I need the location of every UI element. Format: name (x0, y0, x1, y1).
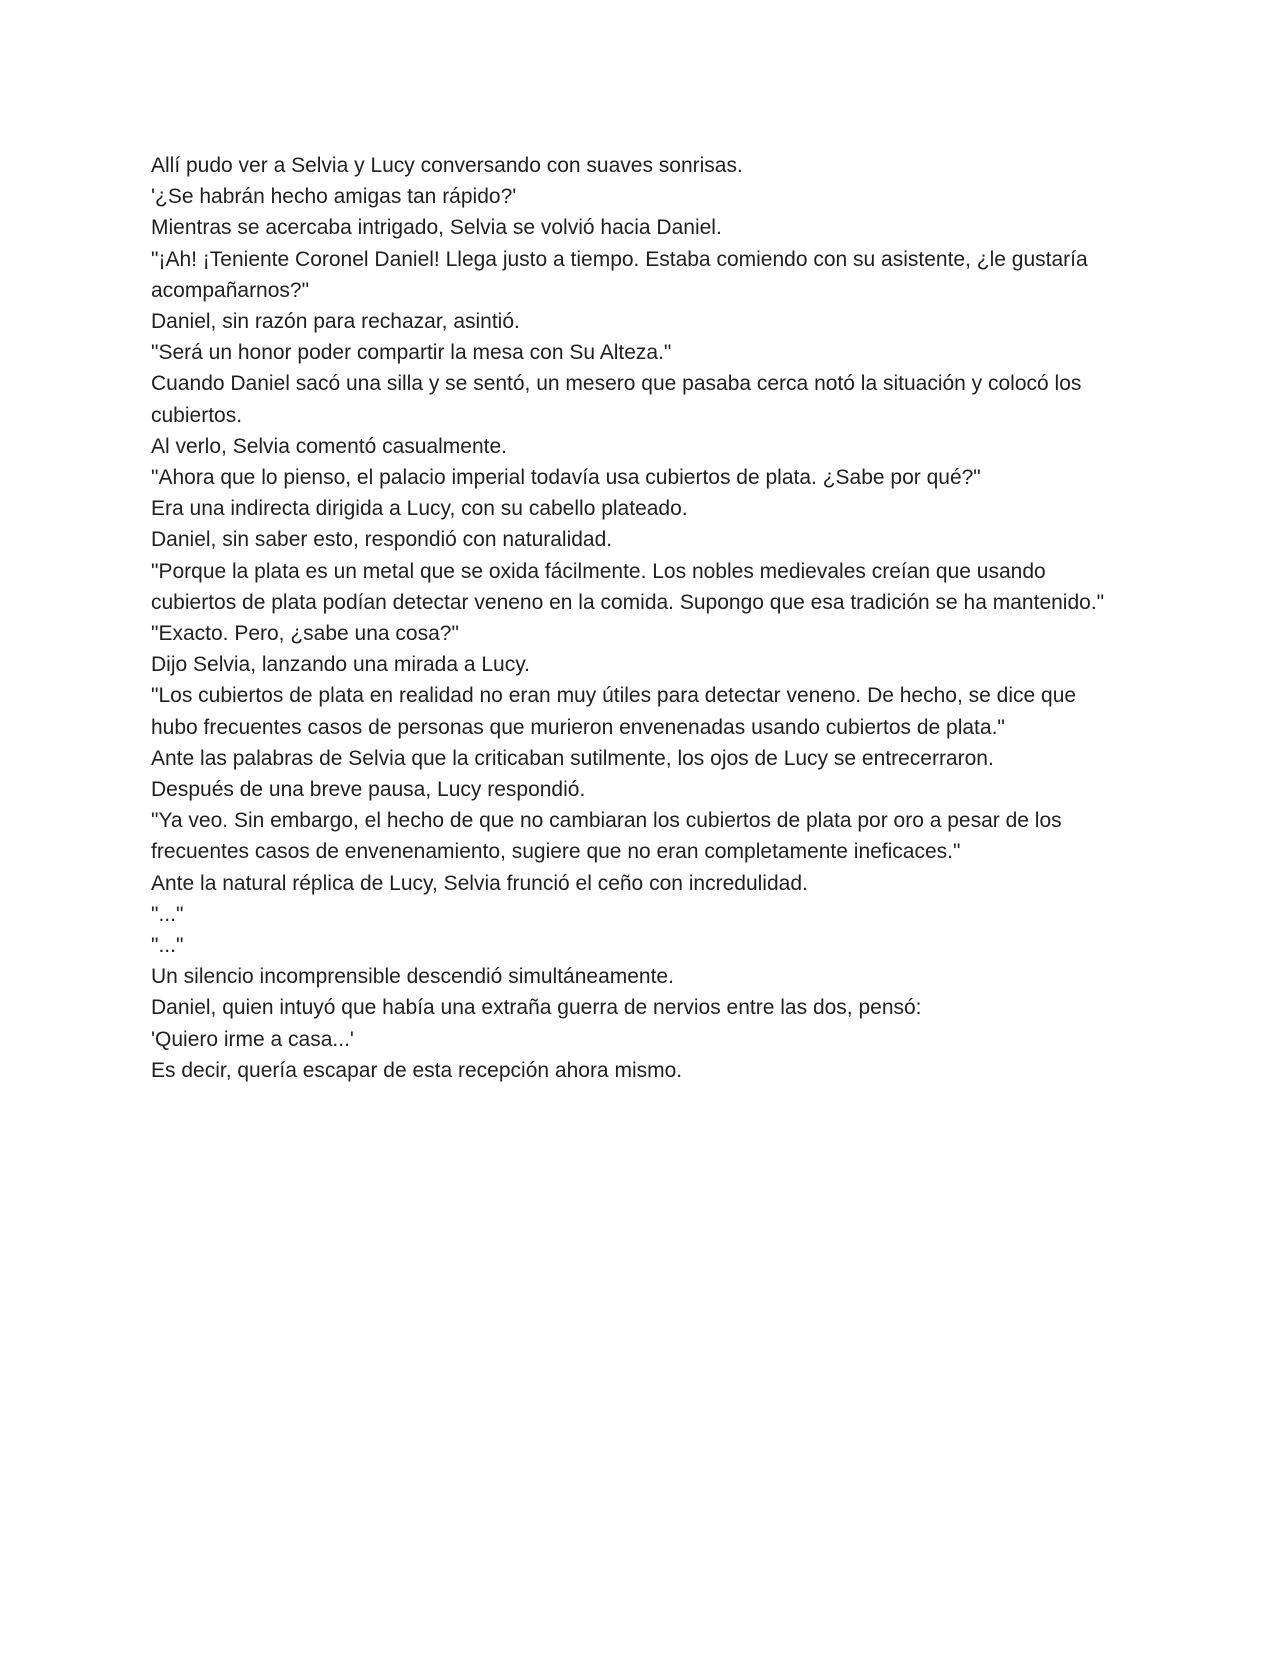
paragraph: Daniel, quien intuyó que había una extraña guerra de nervios entre las dos, pensó: (151, 996, 922, 1020)
paragraph: "Ahora que lo pienso, el palacio imperial todavía usa cubiertos de plata. ¿Sabe por qué?" (151, 466, 981, 490)
paragraph: Cuando Daniel sacó una silla y se sentó, un mesero que pasaba cerca notó la situación y colocó los cubiertos. (151, 372, 1082, 427)
paragraph: Daniel, sin saber esto, respondió con naturalidad. (151, 528, 613, 552)
paragraph: 'Quiero irme a casa...' (151, 1027, 354, 1051)
paragraph: Mientras se acercaba intrigado, Selvia se volvió hacia Daniel. (151, 216, 722, 240)
document-body (151, 150, 1126, 1086)
paragraph: Ante la natural réplica de Lucy, Selvia frunció el ceño con incredulidad. (151, 871, 808, 895)
paragraph: Allí pudo ver a Selvia y Lucy conversando con suaves sonrisas. (151, 154, 743, 177)
paragraph: Después de una breve pausa, Lucy respondió. (151, 778, 586, 802)
paragraph: Era una indirecta dirigida a Lucy, con su cabello plateado. (151, 497, 688, 521)
paragraph: Ante las palabras de Selvia que la criticaban sutilmente, los ojos de Lucy se entrecerraron. (151, 746, 994, 770)
paragraph: "Los cubiertos de plata en realidad no eran muy útiles para detectar veneno. De hecho, se dice que hubo frecuentes casos de personas que murieron envenenadas usando cubiertos de plata." (151, 684, 1077, 739)
paragraph: Dijo Selvia, lanzando una mirada a Lucy. (151, 653, 530, 677)
paragraph: Es decir, quería escapar de esta recepción ahora mismo. (151, 1058, 683, 1082)
paragraph: "Porque la plata es un metal que se oxida fácilmente. Los nobles medievales creían que usando cubiertos de plata podían detectar veneno en la comida. Supongo que esa tradición se ha mantenido." (151, 559, 1105, 614)
paragraph: "Será un honor poder compartir la mesa con Su Alteza." (151, 341, 672, 365)
paragraph: Un silencio incomprensible descendió simultáneamente. (151, 965, 674, 989)
paragraph: "..." (151, 902, 184, 926)
paragraph: '¿Se habrán hecho amigas tan rápido?' (151, 185, 517, 209)
paragraph: "¡Ah! ¡Teniente Coronel Daniel! Llega justo a tiempo. Estaba comiendo con su asistente, ¿le gustaría acompañarnos?" (151, 247, 1088, 302)
paragraph: "..." (151, 934, 184, 958)
paragraph: "Exacto. Pero, ¿sabe una cosa?" (151, 622, 459, 646)
paragraph: "Ya veo. Sin embargo, el hecho de que no cambiaran los cubiertos de plata por oro a pesar de los frecuentes casos de envenenamiento, sugiere que no eran completamente ineficaces." (151, 809, 1062, 864)
paragraph: Al verlo, Selvia comentó casualmente. (151, 434, 508, 458)
paragraph: Daniel, sin razón para rechazar, asintió. (151, 310, 520, 334)
